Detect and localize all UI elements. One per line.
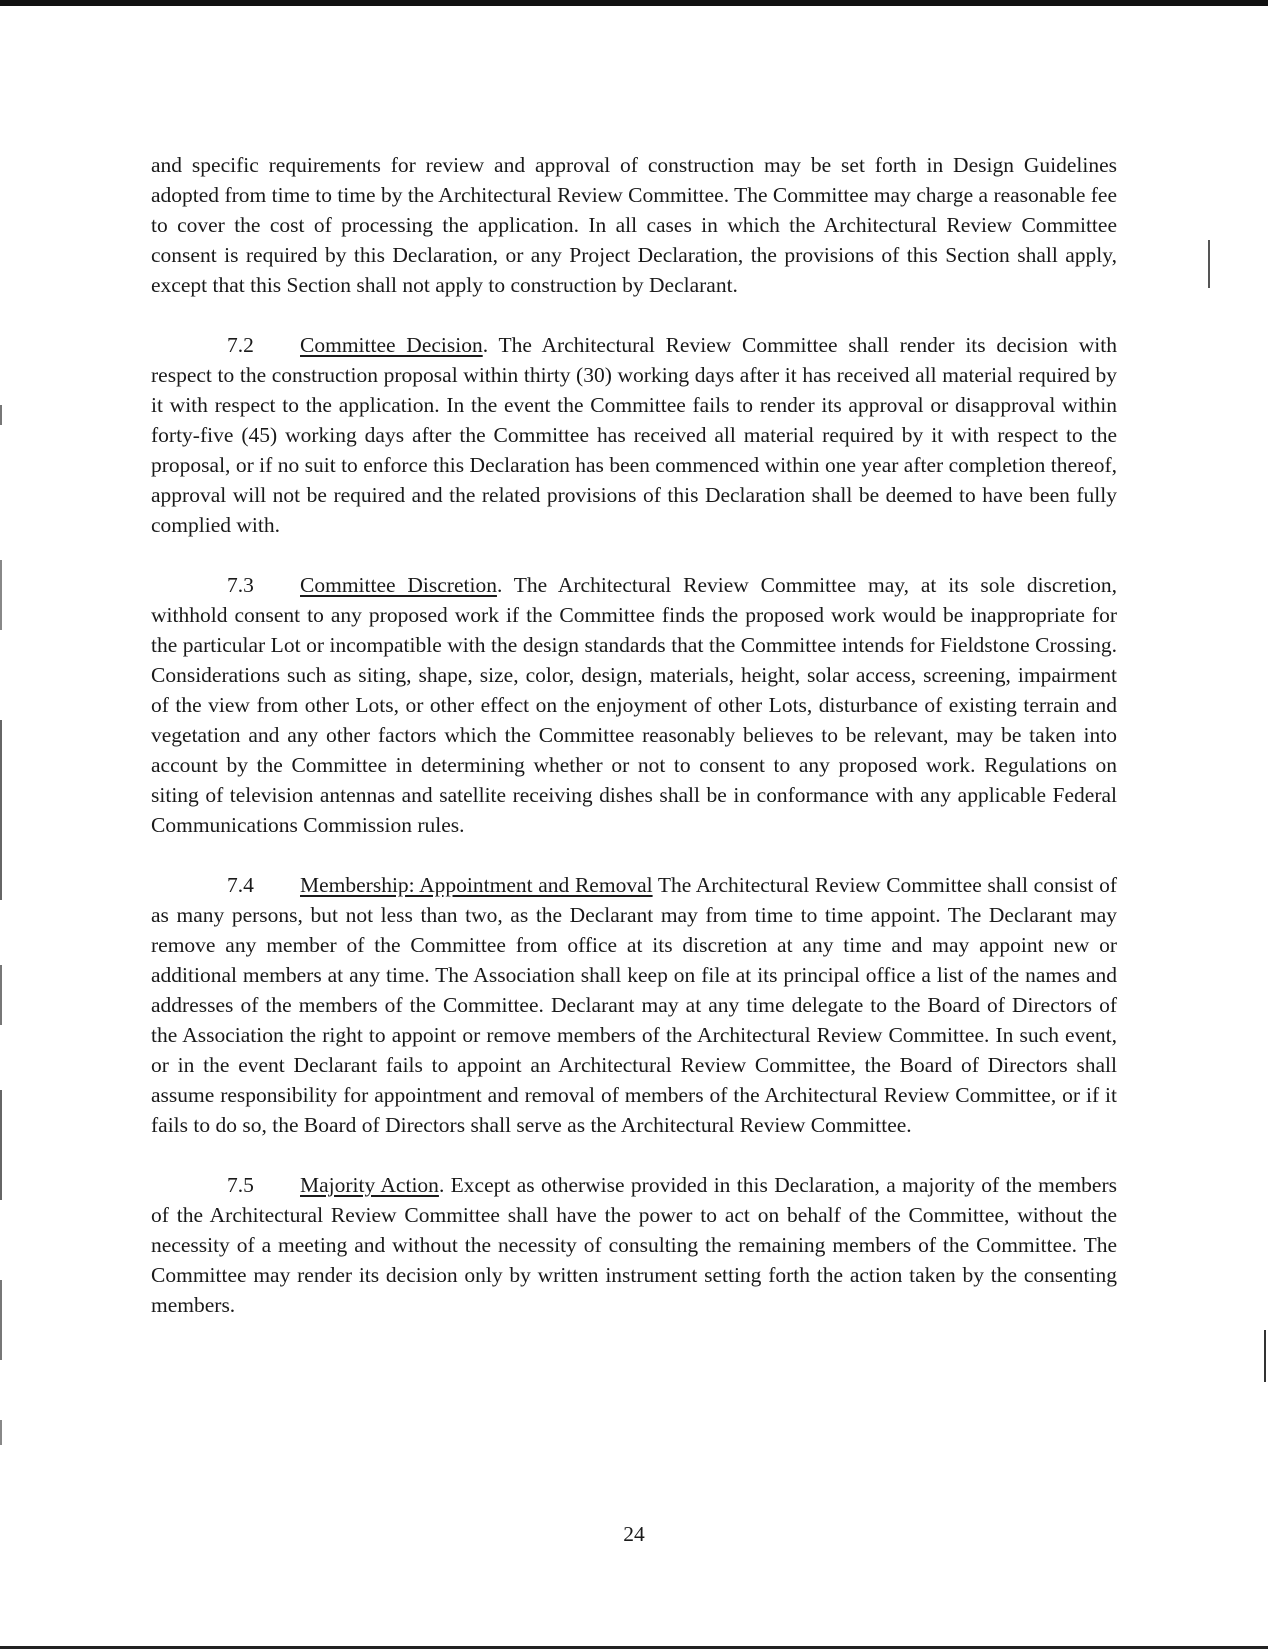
intro-paragraph: and specific requirements for review and approval of construction may be set forth in Design Guidelines adopted from time to time by the Architectural Review Committee. The Committee may charge a reasonable fee to cover the cost of processing the application. In all cases in which the Architectural Review Committee consent is required by this Declaration, or any Project Declaration, the provisions of this Section shall apply, except that this Section shall not apply to construction by Declarant. [151,153,1117,297]
section-number: 7.3 [227,573,254,597]
section-title: Committee Decision [300,333,483,357]
section-body: The Architectural Review Committee may, at its sole discretion, withhold consent to any proposed work if the Committee finds the proposed work would be inappropriate for the particular Lot or incompatible with the design standards that the Committee intends for Fieldstone Crossing. Considerations such as siting, shape, size, color, design, materials, height, solar access, screening, impairment of the view from other Lots, or other effect on the enjoyment of other Lots, disturbance of existing terrain and vegetation and any other factors which the Committee reasonably believes to be relevant, may be taken into account by the Committee in determining whether or not to consent to any proposed work. Regulations on siting of television antennas and satellite receiving dishes shall be in conformance with any applicable Federal Communications Commission rules. [151,573,1117,837]
section-title: Majority Action [300,1173,439,1197]
section-7-3 [151,570,1117,840]
scan-artifact-left-1 [0,405,2,425]
page-number: 24 [623,1522,645,1546]
scan-artifact-left-5 [0,1090,2,1200]
scan-artifact-left-7 [0,1420,2,1445]
section-number: 7.4 [227,873,254,897]
section-title: Committee Discretion [300,573,497,597]
section-title-punct: . [438,1173,445,1197]
section-title-punct: . [496,573,503,597]
section-7-5 [151,1170,1117,1320]
scan-artifact-left-3 [0,720,2,900]
scan-top-border [0,0,1268,6]
section-body: The Architectural Review Committee shall render its decision with respect to the construction proposal within thirty (30) working days after it has received all material required by it with respect to the application. In the event the Committee fails to render its approval or disapproval within forty-five (45) working days after the Committee has received all material required by it with respect to the proposal, or if no suit to enforce this Declaration has been commenced within one year after completion thereof, approval will not be required and the related provisions of this Declaration shall be deemed to have been fully complied with. [151,333,1117,537]
section-body: Except as otherwise provided in this Declaration, a majority of the members of the Architectural Review Committee shall have the power to act on behalf of the Committee, without the necessity of a meeting and without the necessity of consulting the remaining members of the Committee. The Committee may render its decision only by written instrument setting forth the action taken by the consenting members. [151,1173,1117,1317]
scan-artifact-right-2 [1264,1330,1266,1382]
section-number: 7.2 [227,333,254,357]
section-7-2 [151,330,1117,540]
section-body: The Architectural Review Committee shall consist of as many persons, but not less than two, as the Declarant may from time to time appoint. The Declarant may remove any member of the Committee from office at its discretion at any time and may appoint new or additional members at any time. The Association shall keep on file at its principal office a list of the names and addresses of the members of the Committee. Declarant may at any time delegate to the Board of Directors of the Association the right to appoint or remove members of the Architectural Review Committee. In such event, or in the event Declarant fails to appoint an Architectural Review Committee, the Board of Directors shall assume responsibility for appointment and removal of members of the Architectural Review Committee, or if it fails to do so, the Board of Directors shall serve as the Architectural Review Committee. [151,873,1117,1137]
scan-artifact-left-6 [0,1280,2,1360]
section-number: 7.5 [227,1173,254,1197]
section-7-4 [151,870,1117,1140]
document-body [151,150,1117,1350]
scan-artifact-left-2 [0,560,2,630]
section-title-punct: . [482,333,489,357]
scan-artifact-right-1 [1208,240,1210,288]
scan-artifact-left-4 [0,965,2,1025]
section-title: Membership: Appointment and Removal [300,873,653,897]
